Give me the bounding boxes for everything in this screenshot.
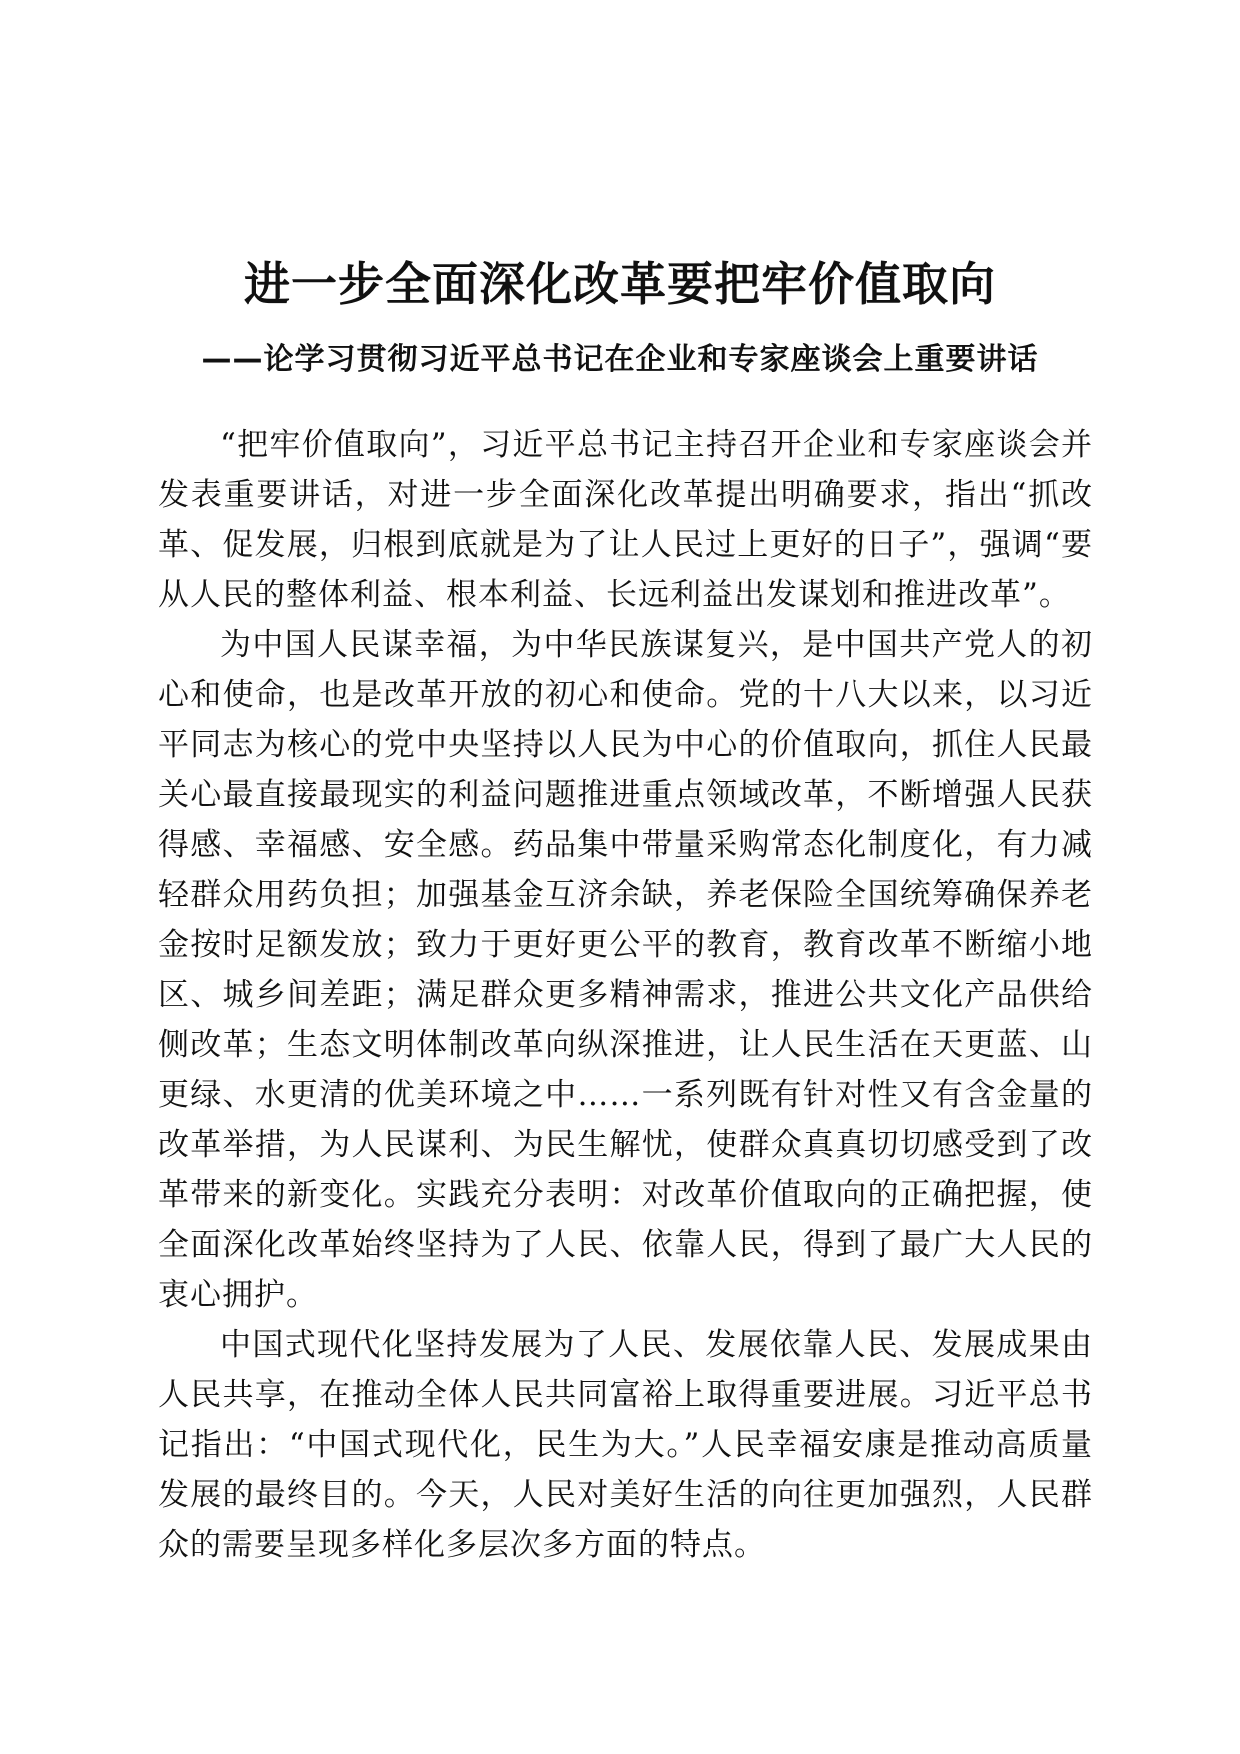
page-subtitle: ——论学习贯彻习近平总书记在企业和专家座谈会上重要讲话 xyxy=(201,342,1039,377)
paragraph-2: 为中国人民谋幸福，为中华民族谋复兴，是中国共产党人的初心和使命，也是改革开放的初心和使命。党的十八大以来，以习近平同志为核心的党中央坚持以人民为中心的价值取向，抓住人民最关心最直接最现实的利益问题推进重点领域改革，不断增强人民获得感、幸福感、安全感。药品集中带量采购常态化制度化，有力减轻群众用药负担；加强基金互济余缺，养老保险全国统筹确保养老金按时足额发放；致力于更好更公平的教育，教育改革不断缩小地区、城乡间差距；满足群众更多精神需求，推进公共文化产品供给侧改革；生态文明体制改革向纵深推进，让人民生活在天更蓝、山更绿、水更清的优美环境之中……一系列既有针对性又有含金量的改革举措，为人民谋利、为民生解忧，使群众真真切切感受到了改革带来的新变化。实践充分表明：对改革价值取向的正确把握，使全面深化改革始终坚持为了人民、依靠人民，得到了最广大人民的衷心拥护。 xyxy=(158,627,1093,1313)
article-body xyxy=(158,420,1093,1570)
paragraph-1: “把牢价值取向”，习近平总书记主持召开企业和专家座谈会并发表重要讲话，对进一步全面深化改革提出明确要求，指出“抓改革、促发展，归根到底就是为了让人民过上更好的日子”，强调“要从人民的整体利益、根本利益、长远利益出发谋划和推进改革”。 xyxy=(158,427,1093,613)
paragraph-3: 中国式现代化坚持发展为了人民、发展依靠人民、发展成果由人民共享，在推动全体人民共同富裕上取得重要进展。习近平总书记指出：“中国式现代化，民生为大。”人民幸福安康是推动高质量发展的最终目的。今天，人民对美好生活的向往更加强烈，人民群众的需要呈现多样化多层次多方面的特点。 xyxy=(158,1327,1093,1563)
page-title: 进一步全面深化改革要把牢价值取向 xyxy=(244,257,996,311)
